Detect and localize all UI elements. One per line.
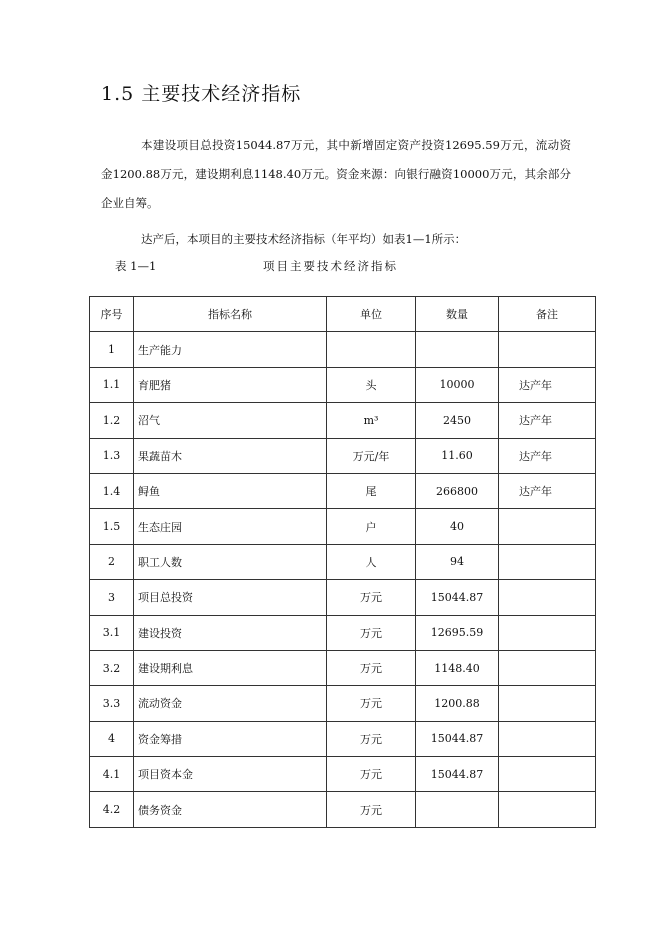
row-unit-cell: 户 — [327, 509, 416, 544]
table-row — [90, 367, 596, 402]
row-unit-cell: 头 — [327, 367, 416, 402]
row-qty-cell: 266800 — [416, 473, 499, 508]
header-cell-note: 备注 — [499, 297, 596, 332]
row-unit-cell: 万元 — [327, 650, 416, 685]
row-name-cell: 债务资金 — [134, 792, 327, 827]
row-unit-cell: 人 — [327, 544, 416, 579]
table-header-row — [90, 297, 596, 332]
indicator-intro-paragraph: 达产后，本项目的主要技术经济指标（年平均）如表1—1所示： — [141, 232, 467, 246]
row-qty-cell: 1200.88 — [416, 686, 499, 721]
table-row — [90, 509, 596, 544]
row-note-cell: 达产年 — [499, 473, 596, 508]
row-name-cell: 职工人数 — [134, 544, 327, 579]
investment-paragraph: 本建设项目总投资15044.87万元，其中新增固定资产投资12695.59万元，流动资金1200.88万元，建设期利息1148.40万元。资金来源：向银行融资10000万元，其余部分企业自筹。 — [101, 138, 571, 210]
row-unit-cell: 万元 — [327, 580, 416, 615]
row-note-cell — [499, 544, 596, 579]
row-name-cell: 建设期利息 — [134, 650, 327, 685]
row-qty-cell: 1148.40 — [416, 650, 499, 685]
header-cell-no: 序号 — [90, 297, 134, 332]
row-no-cell: 3 — [90, 580, 134, 615]
row-name-cell: 资金筹措 — [134, 721, 327, 756]
row-no-cell: 4.1 — [90, 757, 134, 792]
row-note-cell — [499, 792, 596, 827]
header-cell-qty: 数量 — [416, 297, 499, 332]
row-unit-cell: 万元 — [327, 721, 416, 756]
row-qty-cell: 15044.87 — [416, 721, 499, 756]
row-qty-cell: 15044.87 — [416, 757, 499, 792]
row-no-cell: 1.2 — [90, 403, 134, 438]
row-unit-cell: 万元/年 — [327, 438, 416, 473]
table-row — [90, 438, 596, 473]
row-unit-cell: 尾 — [327, 473, 416, 508]
table-number: 表 1—1 — [115, 259, 157, 273]
row-note-cell: 达产年 — [499, 367, 596, 402]
table-row — [90, 473, 596, 508]
table-row — [90, 792, 596, 827]
header-cell-unit: 单位 — [327, 297, 416, 332]
row-name-cell: 项目资本金 — [134, 757, 327, 792]
row-name-cell: 建设投资 — [134, 615, 327, 650]
row-qty-cell: 15044.87 — [416, 580, 499, 615]
row-no-cell: 1 — [90, 332, 134, 367]
row-no-cell: 3.3 — [90, 686, 134, 721]
row-name-cell: 沼气 — [134, 403, 327, 438]
table-row — [90, 721, 596, 756]
row-name-cell: 生产能力 — [134, 332, 327, 367]
row-no-cell: 3.1 — [90, 615, 134, 650]
table-row — [90, 403, 596, 438]
table-row — [90, 332, 596, 367]
row-qty-cell: 10000 — [416, 367, 499, 402]
table-row — [90, 544, 596, 579]
table-row — [90, 686, 596, 721]
table-row — [90, 757, 596, 792]
indicator-table — [89, 296, 596, 828]
row-note-cell — [499, 757, 596, 792]
row-note-cell: 达产年 — [499, 403, 596, 438]
table-row — [90, 580, 596, 615]
row-no-cell: 1.1 — [90, 367, 134, 402]
row-qty-cell — [416, 792, 499, 827]
row-no-cell: 1.5 — [90, 509, 134, 544]
row-unit-cell: m³ — [327, 403, 416, 438]
table-row — [90, 615, 596, 650]
row-qty-cell — [416, 332, 499, 367]
row-unit-cell: 万元 — [327, 615, 416, 650]
row-unit-cell — [327, 332, 416, 367]
header-cell-name: 指标名称 — [134, 297, 327, 332]
row-no-cell: 1.3 — [90, 438, 134, 473]
row-name-cell: 果蔬苗木 — [134, 438, 327, 473]
row-no-cell: 3.2 — [90, 650, 134, 685]
row-name-cell: 流动资金 — [134, 686, 327, 721]
row-note-cell — [499, 686, 596, 721]
row-name-cell: 项目总投资 — [134, 580, 327, 615]
row-note-cell — [499, 509, 596, 544]
row-note-cell — [499, 650, 596, 685]
row-unit-cell: 万元 — [327, 686, 416, 721]
row-name-cell: 育肥猪 — [134, 367, 327, 402]
row-no-cell: 4 — [90, 721, 134, 756]
row-qty-cell: 94 — [416, 544, 499, 579]
row-qty-cell: 2450 — [416, 403, 499, 438]
row-note-cell: 达产年 — [499, 438, 596, 473]
row-no-cell: 4.2 — [90, 792, 134, 827]
section-heading: 1.5 主要技术经济指标 — [101, 83, 302, 105]
row-no-cell: 1.4 — [90, 473, 134, 508]
row-name-cell: 鲟鱼 — [134, 473, 327, 508]
row-qty-cell: 40 — [416, 509, 499, 544]
row-name-cell: 生态庄园 — [134, 509, 327, 544]
table-title: 项目主要技术经济指标 — [263, 259, 398, 273]
row-no-cell: 2 — [90, 544, 134, 579]
row-qty-cell: 12695.59 — [416, 615, 499, 650]
row-unit-cell: 万元 — [327, 757, 416, 792]
row-qty-cell: 11.60 — [416, 438, 499, 473]
row-note-cell — [499, 721, 596, 756]
table-row — [90, 650, 596, 685]
row-note-cell — [499, 580, 596, 615]
row-note-cell — [499, 332, 596, 367]
row-note-cell — [499, 615, 596, 650]
row-unit-cell: 万元 — [327, 792, 416, 827]
